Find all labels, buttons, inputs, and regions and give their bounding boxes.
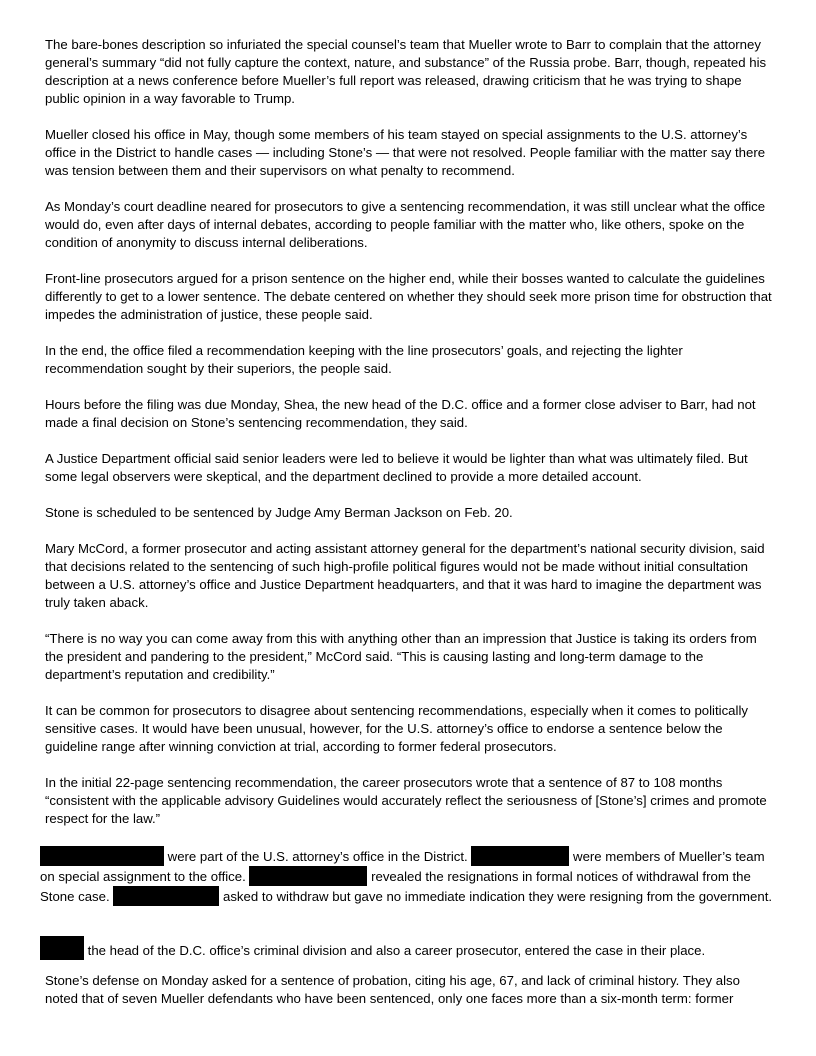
redaction-box: [113, 886, 219, 906]
paragraph-segment: the head of the D.C. office’s criminal division and also a career prosecutor, entered the case in their place.: [87, 943, 706, 958]
redacted-paragraph: [40, 846, 775, 906]
paragraph: It can be common for prosecutors to disagree about sentencing recommendations, especially when it comes to politically sensitive cases. It would have been unusual, however, for the U.S. attorney’s office to endorse a sentence below the guideline range after winning conviction at trial, according to former federal prosecutors.: [45, 703, 748, 754]
paragraph: In the initial 22-page sentencing recommendation, the career prosecutors wrote that a sentence of 87 to 108 months “consistent with the applicable advisory Guidelines would accurately reflect the seriousness of [Stone’s] crimes and promote respect for the law.”: [45, 775, 767, 826]
paragraph: Mary McCord, a former prosecutor and acting assistant attorney general for the department’s national security division, said that decisions related to the sentencing of such high-profile political figures would not be made without initial consultation between a U.S. attorney’s office and Justice Department headquarters, and that it was hard to imagine the department was truly taken aback.: [45, 541, 765, 610]
paragraph: Stone is scheduled to be sentenced by Judge Amy Berman Jackson on Feb. 20.: [45, 505, 513, 520]
paragraph: Stone’s defense on Monday asked for a sentence of probation, citing his age, 67, and lack of criminal history. They also noted that of seven Mueller defendants who have been sentenced, only one faces more than a six-month term: former: [45, 973, 740, 1006]
paragraph-segment: revealed the resignations in formal notices of withdrawal from the Stone case.: [40, 869, 751, 904]
redaction-box: [471, 846, 569, 866]
paragraph: Hours before the filing was due Monday, Shea, the new head of the D.C. office and a former close adviser to Barr, had not made a final decision on Stone’s sentencing recommendation, they said.: [45, 397, 756, 430]
paragraph: As Monday’s court deadline neared for prosecutors to give a sentencing recommendation, it was still unclear what the office would do, even after days of internal debates, according to people familiar with the matter who, like others, spoke on the condition of anonymity to discuss internal deliberations.: [45, 199, 766, 250]
redaction-box: [40, 846, 164, 866]
paragraph: Front-line prosecutors argued for a prison sentence on the higher end, while their bosses wanted to calculate the guidelines differently to get to a lower sentence. The debate centered on whether they should seek more prison time for obstruction that impedes the administration of justice, these people said.: [45, 271, 772, 322]
redacted-paragraph: [40, 936, 775, 960]
paragraph-segment: were members of Mueller’s team on special assignment to the office.: [40, 849, 765, 884]
redaction-box: [40, 936, 84, 960]
paragraph-segment: asked to withdraw but gave no immediate indication they were resigning from the government.: [223, 889, 773, 904]
paragraph: Mueller closed his office in May, though some members of his team stayed on special assignments to the U.S. attorney’s office in the District to handle cases — including Stone’s — that were not resolved. People familiar with the matter say there was tension between them and their supervisors on what penalty to recommend.: [45, 127, 766, 178]
paragraph: The bare-bones description so infuriated the special counsel’s team that Mueller wrote to Barr to complain that the attorney general’s summary “did not fully capture the context, nature, and substance” of the Russia probe. Barr, though, repeated his description at a news conference before Mueller’s full report was released, drawing criticism that he was trying to shape public opinion in a way favorable to Trump.: [45, 37, 767, 106]
paragraph: “There is no way you can come away from this with anything other than an impression that Justice is taking its orders from the president and pandering to the president,” McCord said. “This is causing lasting and long-term damage to the department’s reputation and credibility.”: [45, 631, 757, 682]
redaction-box: [249, 866, 367, 886]
paragraph: A Justice Department official said senior leaders were led to believe it would be lighter than what was ultimately filed. But some legal observers were skeptical, and the department declined to provide a more detailed account.: [45, 451, 748, 484]
paragraph: In the end, the office filed a recommendation keeping with the line prosecutors’ goals, and rejecting the lighter recommendation sought by their superiors, the people said.: [45, 343, 683, 376]
paragraph-segment: were part of the U.S. attorney’s office in the District.: [167, 849, 468, 864]
